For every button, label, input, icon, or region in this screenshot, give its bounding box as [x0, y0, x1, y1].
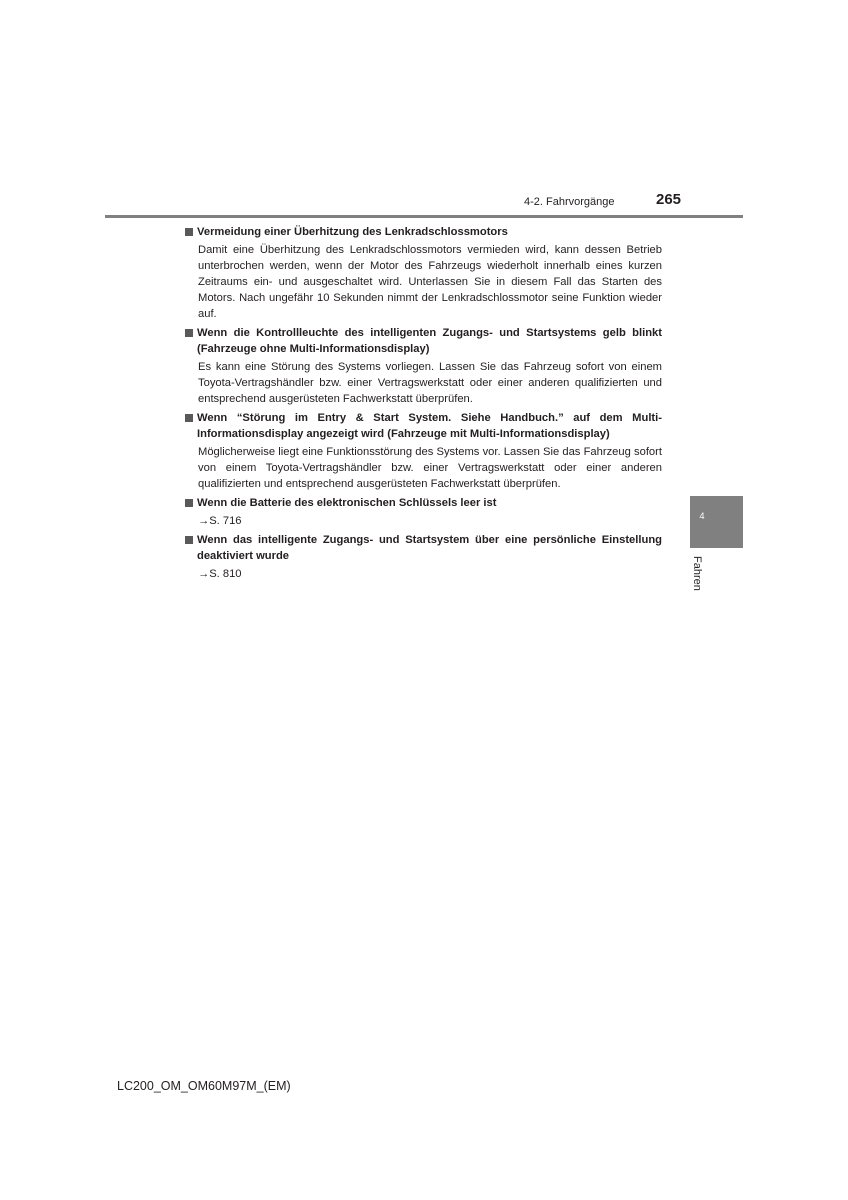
page-reference-link[interactable]: →S. 810: [198, 568, 242, 580]
section-heading-text: Wenn das intelligente Zugangs- und Startsystem über eine persönliche Einstellung deaktiviert wurde: [197, 534, 662, 562]
section-heading-text: Wenn die Batterie des elektronischen Schlüssels leer ist: [197, 497, 497, 509]
section-body: Möglicherweise liegt eine Funktionsstörung des Systems vor. Lassen Sie das Fahrzeug sofort von einem Toyota-Vertragshändler bzw. einer Vertragswerkstatt oder einer anderen qualifizierten und entsprechend ausgerüsteten Fachwerkstatt überprüfen.: [198, 446, 662, 490]
chapter-number: 4: [699, 511, 705, 521]
section-system-deactivated: [185, 532, 662, 582]
section-heading: [185, 532, 662, 564]
square-bullet-icon: [185, 499, 193, 507]
section-body: Es kann eine Störung des Systems vorliegen. Lassen Sie das Fahrzeug sofort von einem Toyota-Vertragshändler bzw. einer Vertragswerkstatt oder einer anderen qualifizierten und entsprechend ausgerüsteten Fachwerkstatt überprüfen.: [198, 361, 662, 405]
section-display-message: [185, 410, 662, 492]
section-heading-text: Wenn “Störung im Entry & Start System. Siehe Handbuch.” auf dem Multi-Informationsdisplay angezeigt wird (Fahrzeuge mit Multi-Informationsdisplay): [197, 412, 662, 440]
section-body: Damit eine Überhitzung des Lenkradschlossmotors vermieden wird, kann dessen Betrieb unterbrochen werden, wenn der Motor des Fahrzeugs wiederholt innerhalb eines kurzen Zeitraums ein- und ausgeschaltet wird. Unterlassen Sie in diesem Fall das Starten des Motors. Nach ungefähr 10 Sekunden nimmt der Lenkradschlossmotor seine Funktion wieder auf.: [198, 244, 662, 320]
header-rule: [105, 215, 743, 218]
page-reference-link[interactable]: →S. 716: [198, 515, 242, 527]
section-heading-text: Vermeidung einer Überhitzung des Lenkradschlossmotors: [197, 226, 508, 238]
section-heading: [185, 410, 662, 442]
section-heading: [185, 325, 662, 357]
section-indicator-blinks: [185, 325, 662, 407]
chapter-tab: [690, 496, 743, 548]
section-key-battery: [185, 495, 662, 529]
section-heading-text: Wenn die Kontrollleuchte des intelligenten Zugangs- und Startsystems gelb blinkt (Fahrzeuge ohne Multi-Informationsdisplay): [197, 327, 662, 355]
footer-code: LC200_OM_OM60M97M_(EM): [117, 1079, 291, 1093]
square-bullet-icon: [185, 329, 193, 337]
page-number: 265: [656, 191, 682, 208]
header-section-title: 4-2. Fahrvorgänge: [524, 196, 615, 208]
square-bullet-icon: [185, 536, 193, 544]
square-bullet-icon: [185, 228, 193, 236]
section-heading: [185, 495, 662, 511]
square-bullet-icon: [185, 414, 193, 422]
main-content: [185, 224, 662, 585]
section-overheat: [185, 224, 662, 322]
section-heading: [185, 224, 662, 240]
chapter-label: Fahren: [691, 556, 703, 591]
